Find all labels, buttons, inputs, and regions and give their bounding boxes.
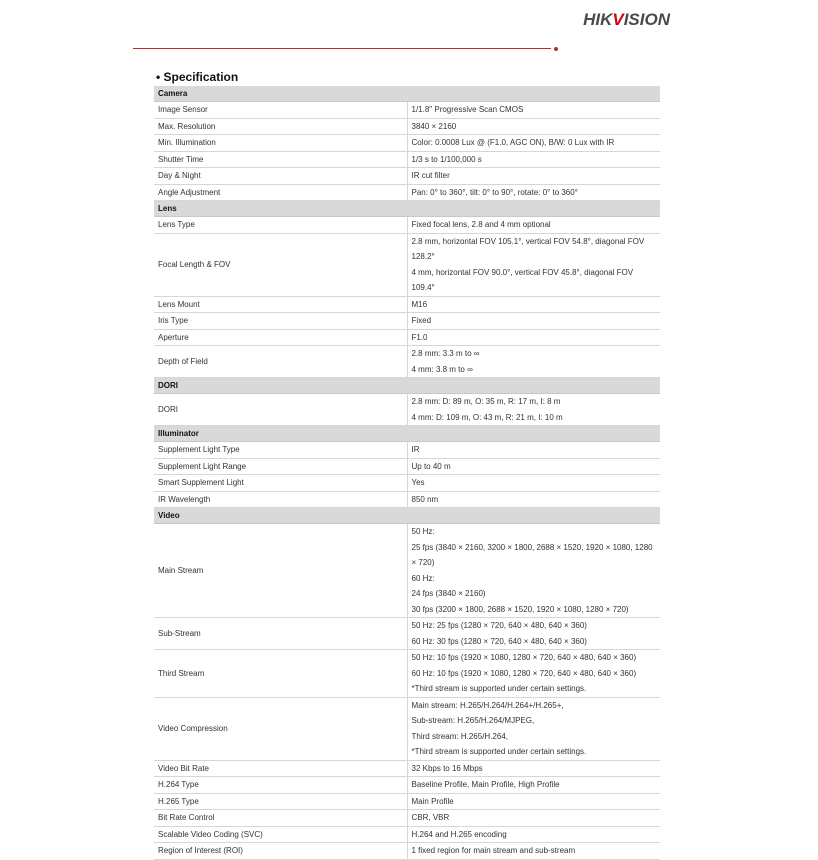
header-rule-dot	[554, 47, 558, 51]
table-row	[154, 233, 660, 296]
spec-value-line: 4 mm: 3.8 m to ∞	[411, 364, 473, 374]
header-rule	[133, 48, 551, 49]
table-row	[154, 151, 660, 168]
section-header: Camera	[154, 86, 660, 102]
spec-value-line: IR	[411, 445, 420, 454]
spec-value	[407, 296, 660, 313]
spec-label: Video Compression	[154, 697, 407, 760]
table-row	[154, 135, 660, 152]
spec-label: H.265 Type	[154, 793, 407, 810]
spec-label: Sub-Stream	[154, 618, 407, 650]
spec-table-body	[154, 86, 660, 859]
spec-value-line: 32 Kbps to 16 Mbps	[411, 763, 483, 773]
table-row	[154, 760, 660, 777]
table-row	[154, 217, 660, 234]
spec-value	[407, 475, 660, 492]
table-row	[154, 650, 660, 698]
spec-value	[407, 491, 660, 508]
spec-value-line: 60 Hz: 10 fps (1920 × 1080, 1280 × 720, 640 × 480, 640 × 360)	[411, 668, 637, 678]
spec-value	[407, 843, 660, 860]
table-row	[154, 458, 660, 475]
table-row	[154, 618, 660, 650]
spec-value-line: Third stream: H.265/H.264,	[411, 731, 508, 741]
spec-value-line: 4 mm, horizontal FOV 90.0°, vertical FOV 45.8°, diagonal FOV 109.4°	[411, 267, 634, 292]
spec-value-line: Sub-stream: H.265/H.264/MJPEG,	[411, 716, 535, 725]
table-row	[154, 118, 660, 135]
table-row	[154, 313, 660, 330]
spec-value-line: *Third stream is supported under certain settings.	[411, 684, 587, 693]
spec-table	[154, 86, 660, 860]
spec-value-line: M16	[411, 299, 428, 309]
table-row	[154, 442, 660, 459]
spec-label: Aperture	[154, 329, 407, 346]
section-header-row	[154, 378, 660, 394]
spec-label: Lens Mount	[154, 296, 407, 313]
spec-value	[407, 168, 660, 185]
spec-value-line: 4 mm: D: 109 m, O: 43 m, R: 21 m, I: 10 m	[411, 412, 563, 422]
spec-value	[407, 650, 660, 698]
brand-logo	[583, 10, 670, 30]
spec-value	[407, 346, 660, 378]
section-header-row	[154, 426, 660, 442]
spec-label: Day & Night	[154, 168, 407, 185]
spec-label: Iris Type	[154, 313, 407, 330]
spec-value-line: 25 fps (3840 × 2160, 3200 × 1800, 2688 × 1520, 1920 × 1080, 1280 × 720)	[411, 542, 653, 567]
spec-value-line: Color: 0.0008 Lux @ (F1.0, AGC ON), B/W: 0 Lux with IR	[411, 138, 615, 147]
spec-value	[407, 184, 660, 201]
spec-value-line: Baseline Profile, Main Profile, High Profile	[411, 780, 560, 789]
section-header: Video	[154, 508, 660, 524]
table-row	[154, 329, 660, 346]
table-row	[154, 524, 660, 618]
spec-value-line: F1.0	[411, 332, 428, 342]
spec-label: Image Sensor	[154, 102, 407, 119]
spec-value-line: 2.8 mm, horizontal FOV 105.1°, vertical FOV 54.8°, diagonal FOV 128.2°	[411, 236, 645, 261]
spec-label: Focal Length & FOV	[154, 233, 407, 296]
spec-label: Smart Supplement Light	[154, 475, 407, 492]
spec-value-line: 30 fps (3200 × 1800, 2688 × 1520, 1920 × 1080, 1280 × 720)	[411, 604, 629, 614]
spec-value-line: IR cut filter	[411, 171, 450, 180]
spec-label: Supplement Light Type	[154, 442, 407, 459]
spec-value-line: 60 Hz:	[411, 573, 435, 583]
table-row	[154, 168, 660, 185]
spec-label: Max. Resolution	[154, 118, 407, 135]
spec-value	[407, 524, 660, 618]
spec-value	[407, 233, 660, 296]
spec-value-line: 50 Hz: 10 fps (1920 × 1080, 1280 × 720, 640 × 480, 640 × 360)	[411, 653, 637, 662]
spec-label: Scalable Video Coding (SVC)	[154, 826, 407, 843]
spec-label: Bit Rate Control	[154, 810, 407, 827]
spec-value-line: Main stream: H.265/H.264/H.264+/H.265+,	[411, 700, 564, 710]
spec-value	[407, 102, 660, 119]
spec-label: Lens Type	[154, 217, 407, 234]
spec-value-line: 24 fps (3840 × 2160)	[411, 589, 486, 598]
table-row	[154, 491, 660, 508]
spec-label: Main Stream	[154, 524, 407, 618]
spec-value	[407, 151, 660, 168]
page-title: • Specification	[156, 70, 239, 84]
spec-value	[407, 458, 660, 475]
table-row	[154, 826, 660, 843]
spec-value-line: 50 Hz: 25 fps (1280 × 720, 640 × 480, 640 × 360)	[411, 621, 587, 630]
spec-value-line: Fixed	[411, 316, 432, 325]
spec-value-line: 1/1.8" Progressive Scan CMOS	[411, 105, 524, 114]
spec-value-line: 3840 × 2160	[411, 121, 457, 131]
section-header-row	[154, 201, 660, 217]
spec-value-line: Yes	[411, 478, 425, 487]
table-row	[154, 777, 660, 794]
spec-value-line: 2.8 mm: 3.3 m to ∞	[411, 349, 480, 358]
spec-label: Angle Adjustment	[154, 184, 407, 201]
spec-value-line: Main Profile	[411, 796, 454, 806]
spec-value	[407, 826, 660, 843]
table-row	[154, 102, 660, 119]
spec-value-line: 2.8 mm: D: 89 m, O: 35 m, R: 17 m, I: 8 m	[411, 397, 561, 406]
spec-value	[407, 313, 660, 330]
spec-value-line: 1 fixed region for main stream and sub-stream	[411, 846, 576, 855]
table-row	[154, 394, 660, 426]
spec-value	[407, 697, 660, 760]
table-row	[154, 475, 660, 492]
spec-value	[407, 760, 660, 777]
table-row	[154, 793, 660, 810]
spec-label: IR Wavelength	[154, 491, 407, 508]
spec-value	[407, 394, 660, 426]
table-row	[154, 346, 660, 378]
table-row	[154, 843, 660, 860]
spec-label: Shutter Time	[154, 151, 407, 168]
spec-value	[407, 118, 660, 135]
table-row	[154, 697, 660, 760]
spec-label: DORI	[154, 394, 407, 426]
spec-label: Depth of Field	[154, 346, 407, 378]
table-row	[154, 184, 660, 201]
spec-value-line: 50 Hz:	[411, 527, 435, 536]
spec-label: Region of Interest (ROI)	[154, 843, 407, 860]
spec-value-line: Fixed focal lens, 2.8 and 4 mm optional	[411, 220, 551, 229]
spec-value	[407, 793, 660, 810]
spec-value-line: H.264 and H.265 encoding	[411, 829, 507, 839]
spec-value-line: Up to 40 m	[411, 461, 451, 471]
spec-value	[407, 618, 660, 650]
spec-value	[407, 217, 660, 234]
spec-label: H.264 Type	[154, 777, 407, 794]
spec-value	[407, 442, 660, 459]
spec-value-line: 60 Hz: 30 fps (1280 × 720, 640 × 480, 640 × 360)	[411, 636, 587, 646]
spec-label: Min. Illumination	[154, 135, 407, 152]
spec-value	[407, 329, 660, 346]
spec-value-line: *Third stream is supported under certain settings.	[411, 747, 587, 756]
section-header: Lens	[154, 201, 660, 217]
section-header: DORI	[154, 378, 660, 394]
section-header-row	[154, 86, 660, 102]
spec-label: Third Stream	[154, 650, 407, 698]
spec-value-line: 850 nm	[411, 494, 439, 504]
brand-prefix: HIK	[583, 10, 613, 29]
spec-value	[407, 135, 660, 152]
brand-suffix: ISION	[623, 10, 670, 29]
spec-value-line: 1/3 s to 1/100,000 s	[411, 154, 482, 164]
spec-value-line: Pan: 0° to 360°, tilt: 0° to 90°, rotate: 0° to 360°	[411, 187, 578, 197]
spec-value	[407, 777, 660, 794]
table-row	[154, 296, 660, 313]
spec-label: Video Bit Rate	[154, 760, 407, 777]
section-header-row	[154, 508, 660, 524]
section-header: Illuminator	[154, 426, 660, 442]
brand-accent: V	[612, 10, 624, 29]
spec-label: Supplement Light Range	[154, 458, 407, 475]
spec-value-line: CBR, VBR	[411, 813, 450, 822]
